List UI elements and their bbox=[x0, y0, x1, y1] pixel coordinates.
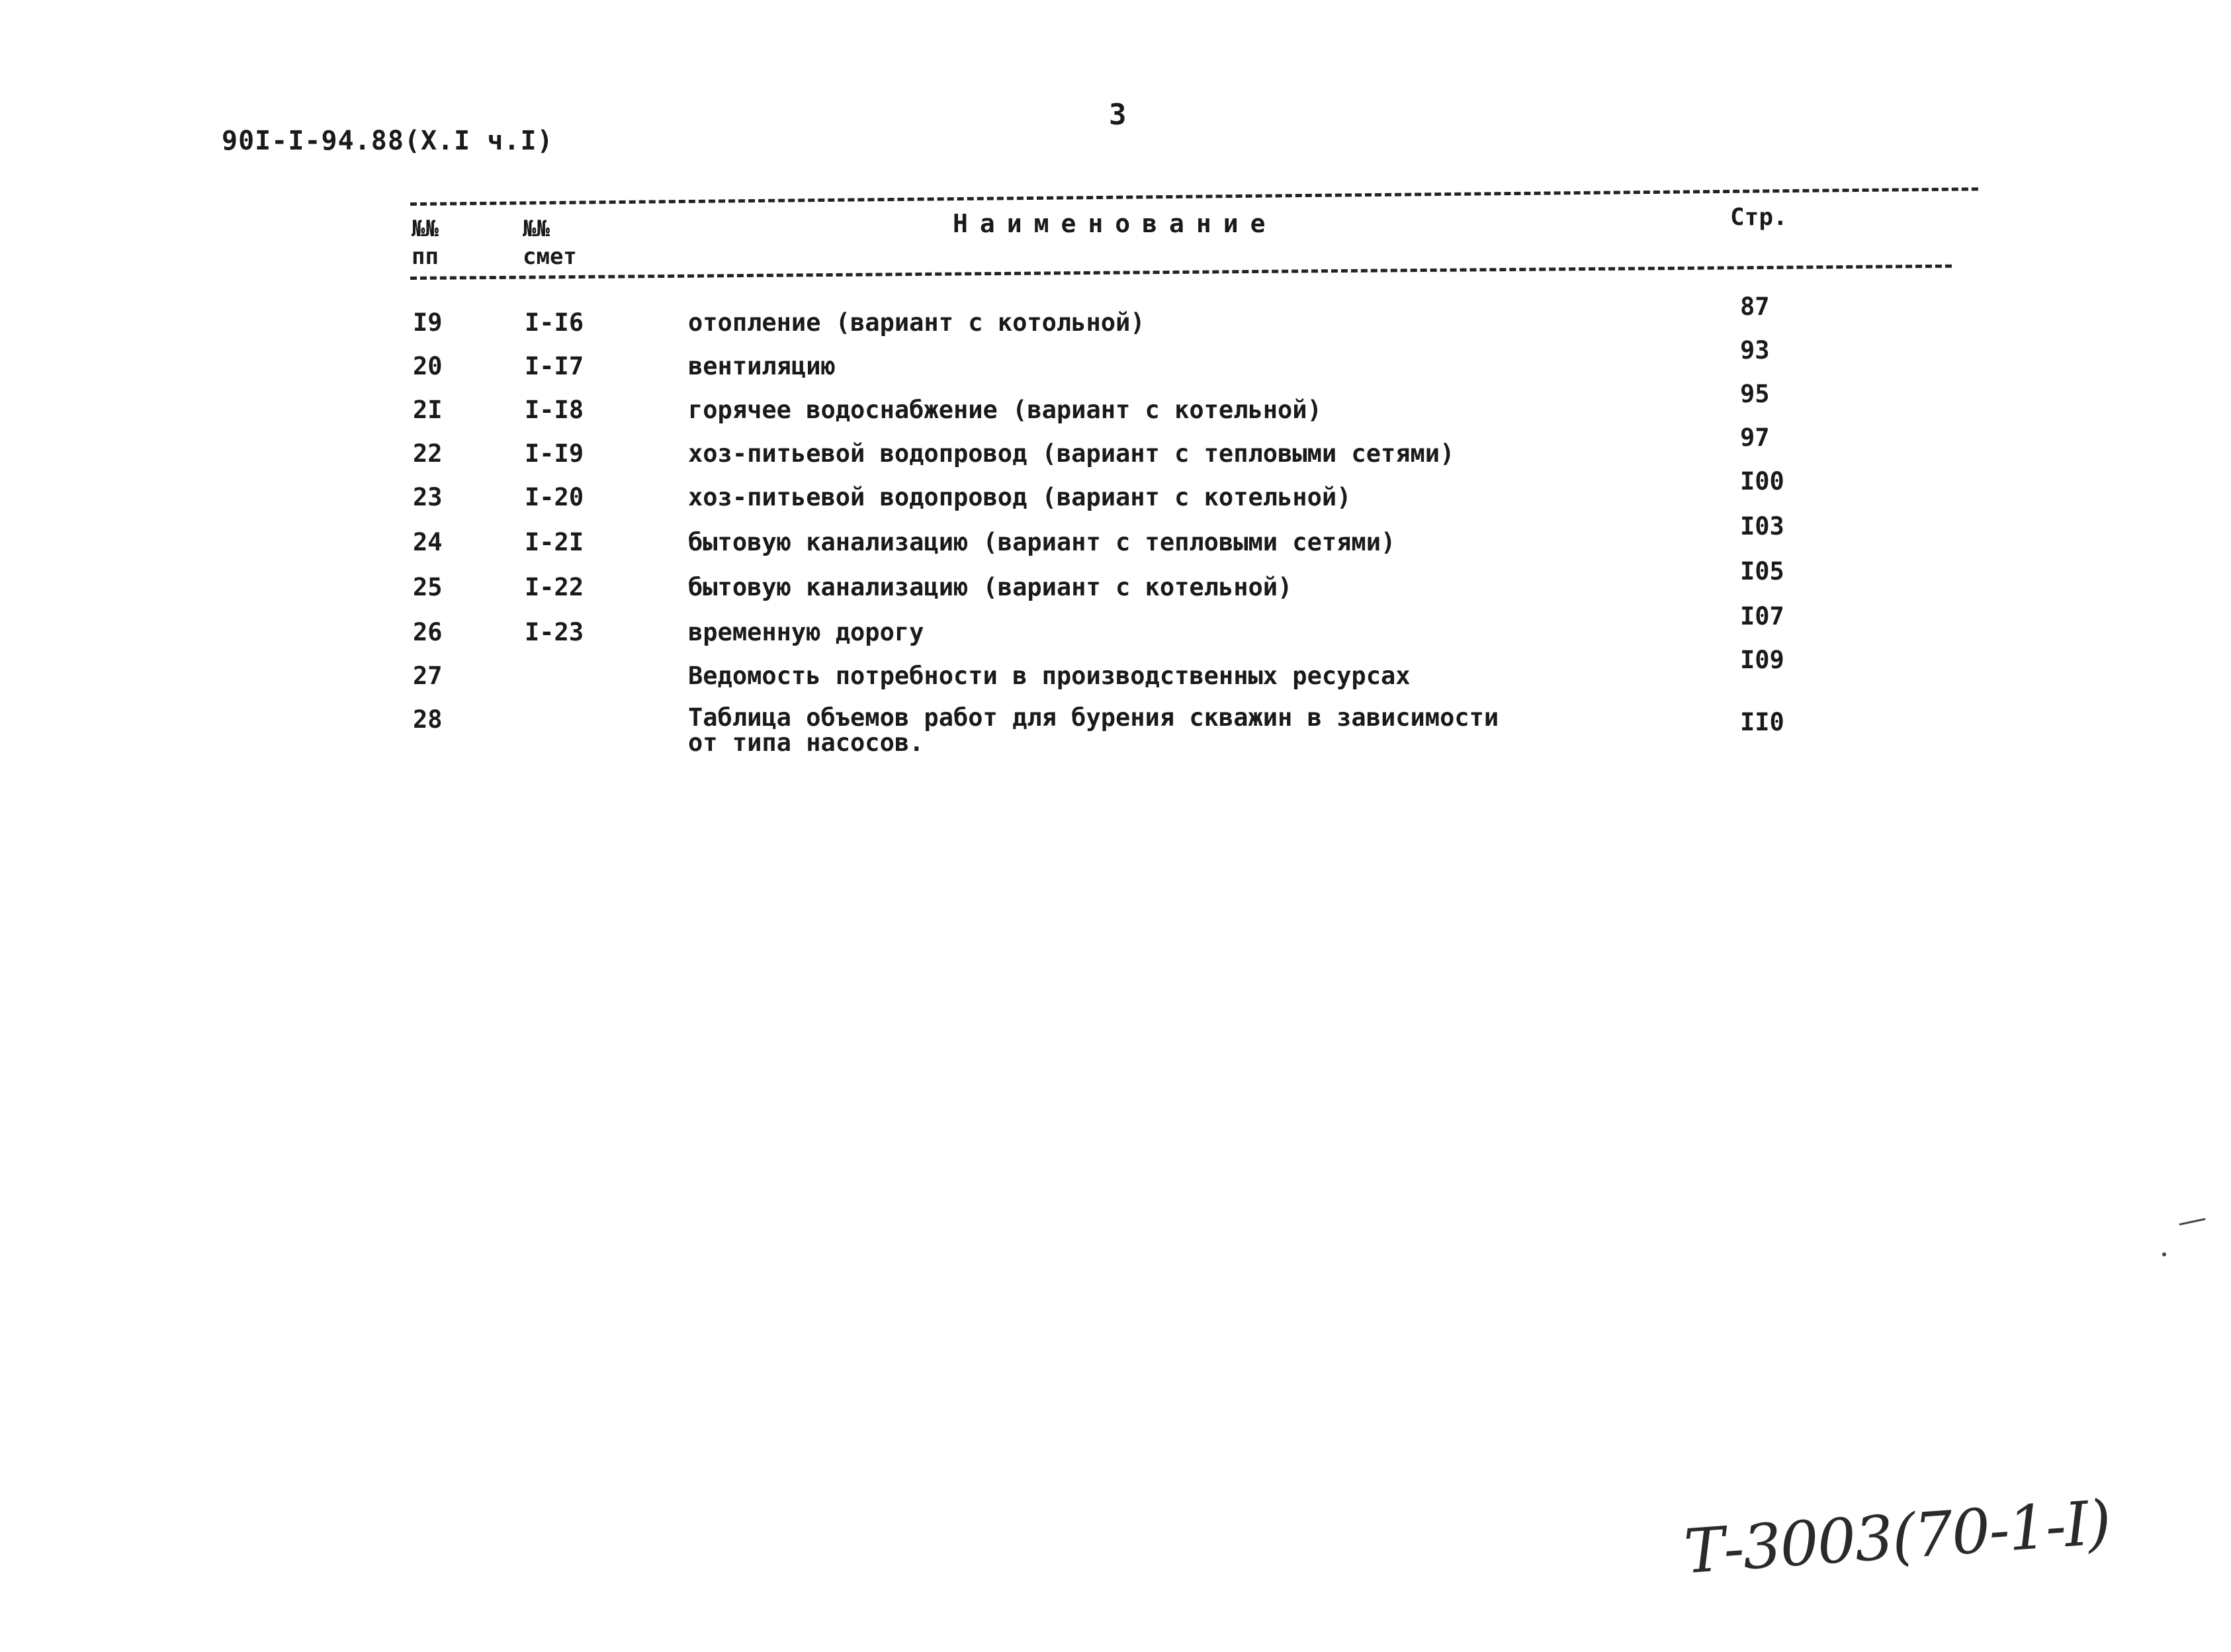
row-estimate: I-I8 bbox=[525, 396, 584, 424]
row-number: 2I bbox=[413, 396, 443, 424]
row-page: I03 bbox=[1740, 512, 1784, 541]
row-estimate: I-I7 bbox=[525, 352, 584, 380]
row-name: горячее водоснабжение (вариант с котельной) bbox=[688, 396, 1322, 424]
row-estimate: I-2I bbox=[525, 528, 584, 556]
row-name: временную дорогу bbox=[688, 618, 924, 646]
row-page: I09 bbox=[1740, 646, 1784, 674]
table-row bbox=[0, 336, 2231, 392]
table-row bbox=[0, 705, 2231, 771]
row-name: вентиляцию bbox=[688, 352, 836, 380]
table-row bbox=[0, 512, 2231, 568]
scan-mark bbox=[2179, 1218, 2208, 1235]
table-row bbox=[0, 467, 2231, 523]
table-row bbox=[0, 423, 2231, 479]
row-name: хоз-питьевой водопровод (вариант с котельной) bbox=[688, 483, 1352, 511]
row-name: Ведомость потребности в производственных ресурсах bbox=[688, 662, 1411, 690]
row-estimate: I-23 bbox=[525, 618, 584, 646]
row-name: отопление (вариант с котольной) bbox=[688, 308, 1145, 337]
row-estimate: I-I6 bbox=[525, 308, 584, 337]
row-estimate: I-22 bbox=[525, 573, 584, 601]
column-header-name: Наименование bbox=[953, 209, 1278, 238]
doc-code: 90I-I-94.88(X.I ч.I) bbox=[222, 126, 554, 156]
table-row bbox=[0, 557, 2231, 613]
row-page: I07 bbox=[1740, 602, 1784, 630]
row-estimate: I-I9 bbox=[525, 439, 584, 468]
row-name: Таблица объемов работ для бурения скважин в зависимости от типа насосов. bbox=[688, 703, 1499, 757]
column-header-page: Стр. bbox=[1730, 204, 1788, 231]
row-number: 20 bbox=[413, 352, 443, 380]
row-page: 87 bbox=[1740, 292, 1770, 321]
row-page: 97 bbox=[1740, 423, 1770, 452]
row-page: II0 bbox=[1740, 708, 1784, 736]
row-number: 26 bbox=[413, 618, 443, 646]
page-number: 3 bbox=[1109, 98, 1127, 132]
row-name: бытовую канализацию (вариант с котельной) bbox=[688, 573, 1293, 601]
row-number: I9 bbox=[413, 308, 443, 337]
handwritten-note: Т-3003(70-1-I) bbox=[1682, 1487, 2113, 1588]
row-page: I05 bbox=[1740, 557, 1784, 586]
row-name: хоз-питьевой водопровод (вариант с тепловыми сетями) bbox=[688, 439, 1455, 468]
table-row bbox=[0, 380, 2231, 435]
row-number: 22 bbox=[413, 439, 443, 468]
row-page: I00 bbox=[1740, 467, 1784, 496]
table-row bbox=[0, 646, 2231, 701]
table-row bbox=[0, 292, 2231, 348]
row-page: 95 bbox=[1740, 380, 1770, 408]
table-row bbox=[0, 602, 2231, 658]
table-body bbox=[0, 0, 2231, 794]
scan-dot bbox=[2162, 1252, 2166, 1256]
column-header-num: №№ пп bbox=[412, 216, 439, 270]
row-page: 93 bbox=[1740, 336, 1770, 365]
row-number: 27 bbox=[413, 662, 443, 690]
row-number: 24 bbox=[413, 528, 443, 556]
row-name: бытовую канализацию (вариант с тепловыми сетями) bbox=[688, 528, 1396, 556]
row-number: 25 bbox=[413, 573, 443, 601]
row-number: 28 bbox=[413, 705, 443, 734]
column-header-estimate: №№ смет bbox=[523, 216, 577, 270]
row-estimate: I-20 bbox=[525, 483, 584, 511]
row-number: 23 bbox=[413, 483, 443, 511]
